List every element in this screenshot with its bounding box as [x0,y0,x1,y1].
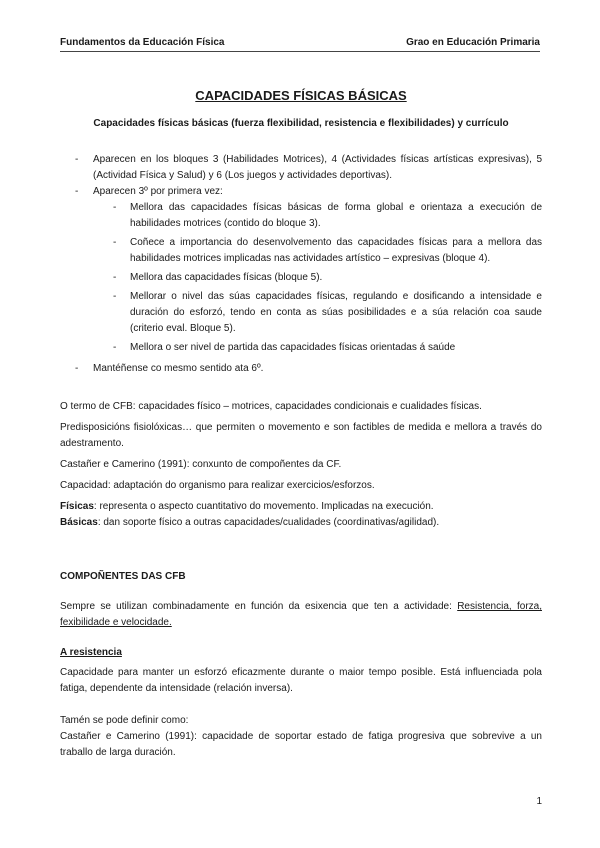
sub-list [93,200,542,356]
list-item-text: Mantéñense co mesmo sentido ata 6º. [93,363,264,374]
paragraph: Tamén se pode definir como: [60,715,189,726]
header-degree-title: Grao en Educación Primaria [406,37,540,48]
paragraph: O termo de CFB: capacidades físico – motrices, capacidades condicionais e cualidades físicas. [60,401,482,412]
document-body [60,88,542,761]
list-item [60,361,542,377]
document-title: CAPACIDADES FÍSICAS BÁSICAS [195,88,407,103]
sub-list-item: - Coñece a importancia do desenvolvemento das capacidades físicas para a mellora das habilidades motrices implicadas nas actividades artístico – expresivas (bloque 4). [60,235,542,267]
paragraph [60,515,542,531]
subsection-heading: A resistencia [60,647,122,658]
sub-list-item: - Mellorar o nivel das súas capacidades físicas, regulando e dosificando a intensidade e duración do esforzó, tendo en conta as súas posibilidades e a súa relación coa saude (criterio eval. Bloque 5). [60,289,542,337]
paragraph: Capacidade para manter un esforzó eficazmente durante o maior tempo posible. Está influenciada pola fatiga, dependente da intensidade (relación inversa). [60,667,542,694]
sub-list-item: - Mellora o ser nivel de partida das capacidades físicas orientadas á saúde [60,340,542,356]
page-number: 1 [536,796,542,807]
list-item-text: Aparecen 3º por primera vez: [93,186,223,197]
term-label: Físicas [60,501,94,512]
page-header [60,37,540,52]
section-intro-text: Sempre se utilizan combinadamente en función da esixencia que ten a actividade: [60,601,458,612]
sub-list-item: - Mellora das capacidades físicas (bloque 5). [60,270,542,286]
section-heading: COMPOÑENTES DAS CFB [60,571,186,582]
paragraph [60,499,542,515]
term-definition: : representa o aspecto cuantitativo do movemento. Implicadas na execución. [93,501,434,512]
term-definition: : dan soporte físico a outras capacidades/cualidades (coordinativas/agilidad). [97,517,440,528]
list-item-text: Aparecen en los bloques 3 (Habilidades Motrices), 4 (Actividades físicas artísticas expresivas), 5 (Actividad Física y Salud) y 6 (Los juegos y actividades deportivas). [93,154,542,181]
paragraph: Castañer e Camerino (1991): conxunto de compoñentes da CF. [60,459,342,470]
paragraph: Castañer e Camerino (1991): capacidade de soportar estado de fatiga progresiva que sobrevive a un traballo de larga duración. [60,731,542,758]
term-label: Básicas [60,517,98,528]
sub-list-item: - Mellora das capacidades físicas básicas de forma global e orientaza a execución de habilidades motrices (contido do bloque 3). [60,200,542,232]
paragraph: Capacidad: adaptación do organismo para realizar exercicios/esforzos. [60,480,375,491]
header-course-title: Fundamentos da Educación Física [60,37,225,48]
list-item [60,184,542,356]
document-subtitle: Capacidades físicas básicas (fuerza flexibilidad, resistencia e flexibilidades) y currículo [93,118,509,129]
paragraph [60,599,542,631]
list-item [60,152,542,184]
curriculum-list [60,152,542,377]
section-intro-components: Resistencia, forza, fexibilidade e velocidade. [60,601,542,628]
paragraph: Predisposicións fisiolóxicas… que permiten o movemento e son factibles de medida e mellora a través do adestramento. [60,422,542,449]
